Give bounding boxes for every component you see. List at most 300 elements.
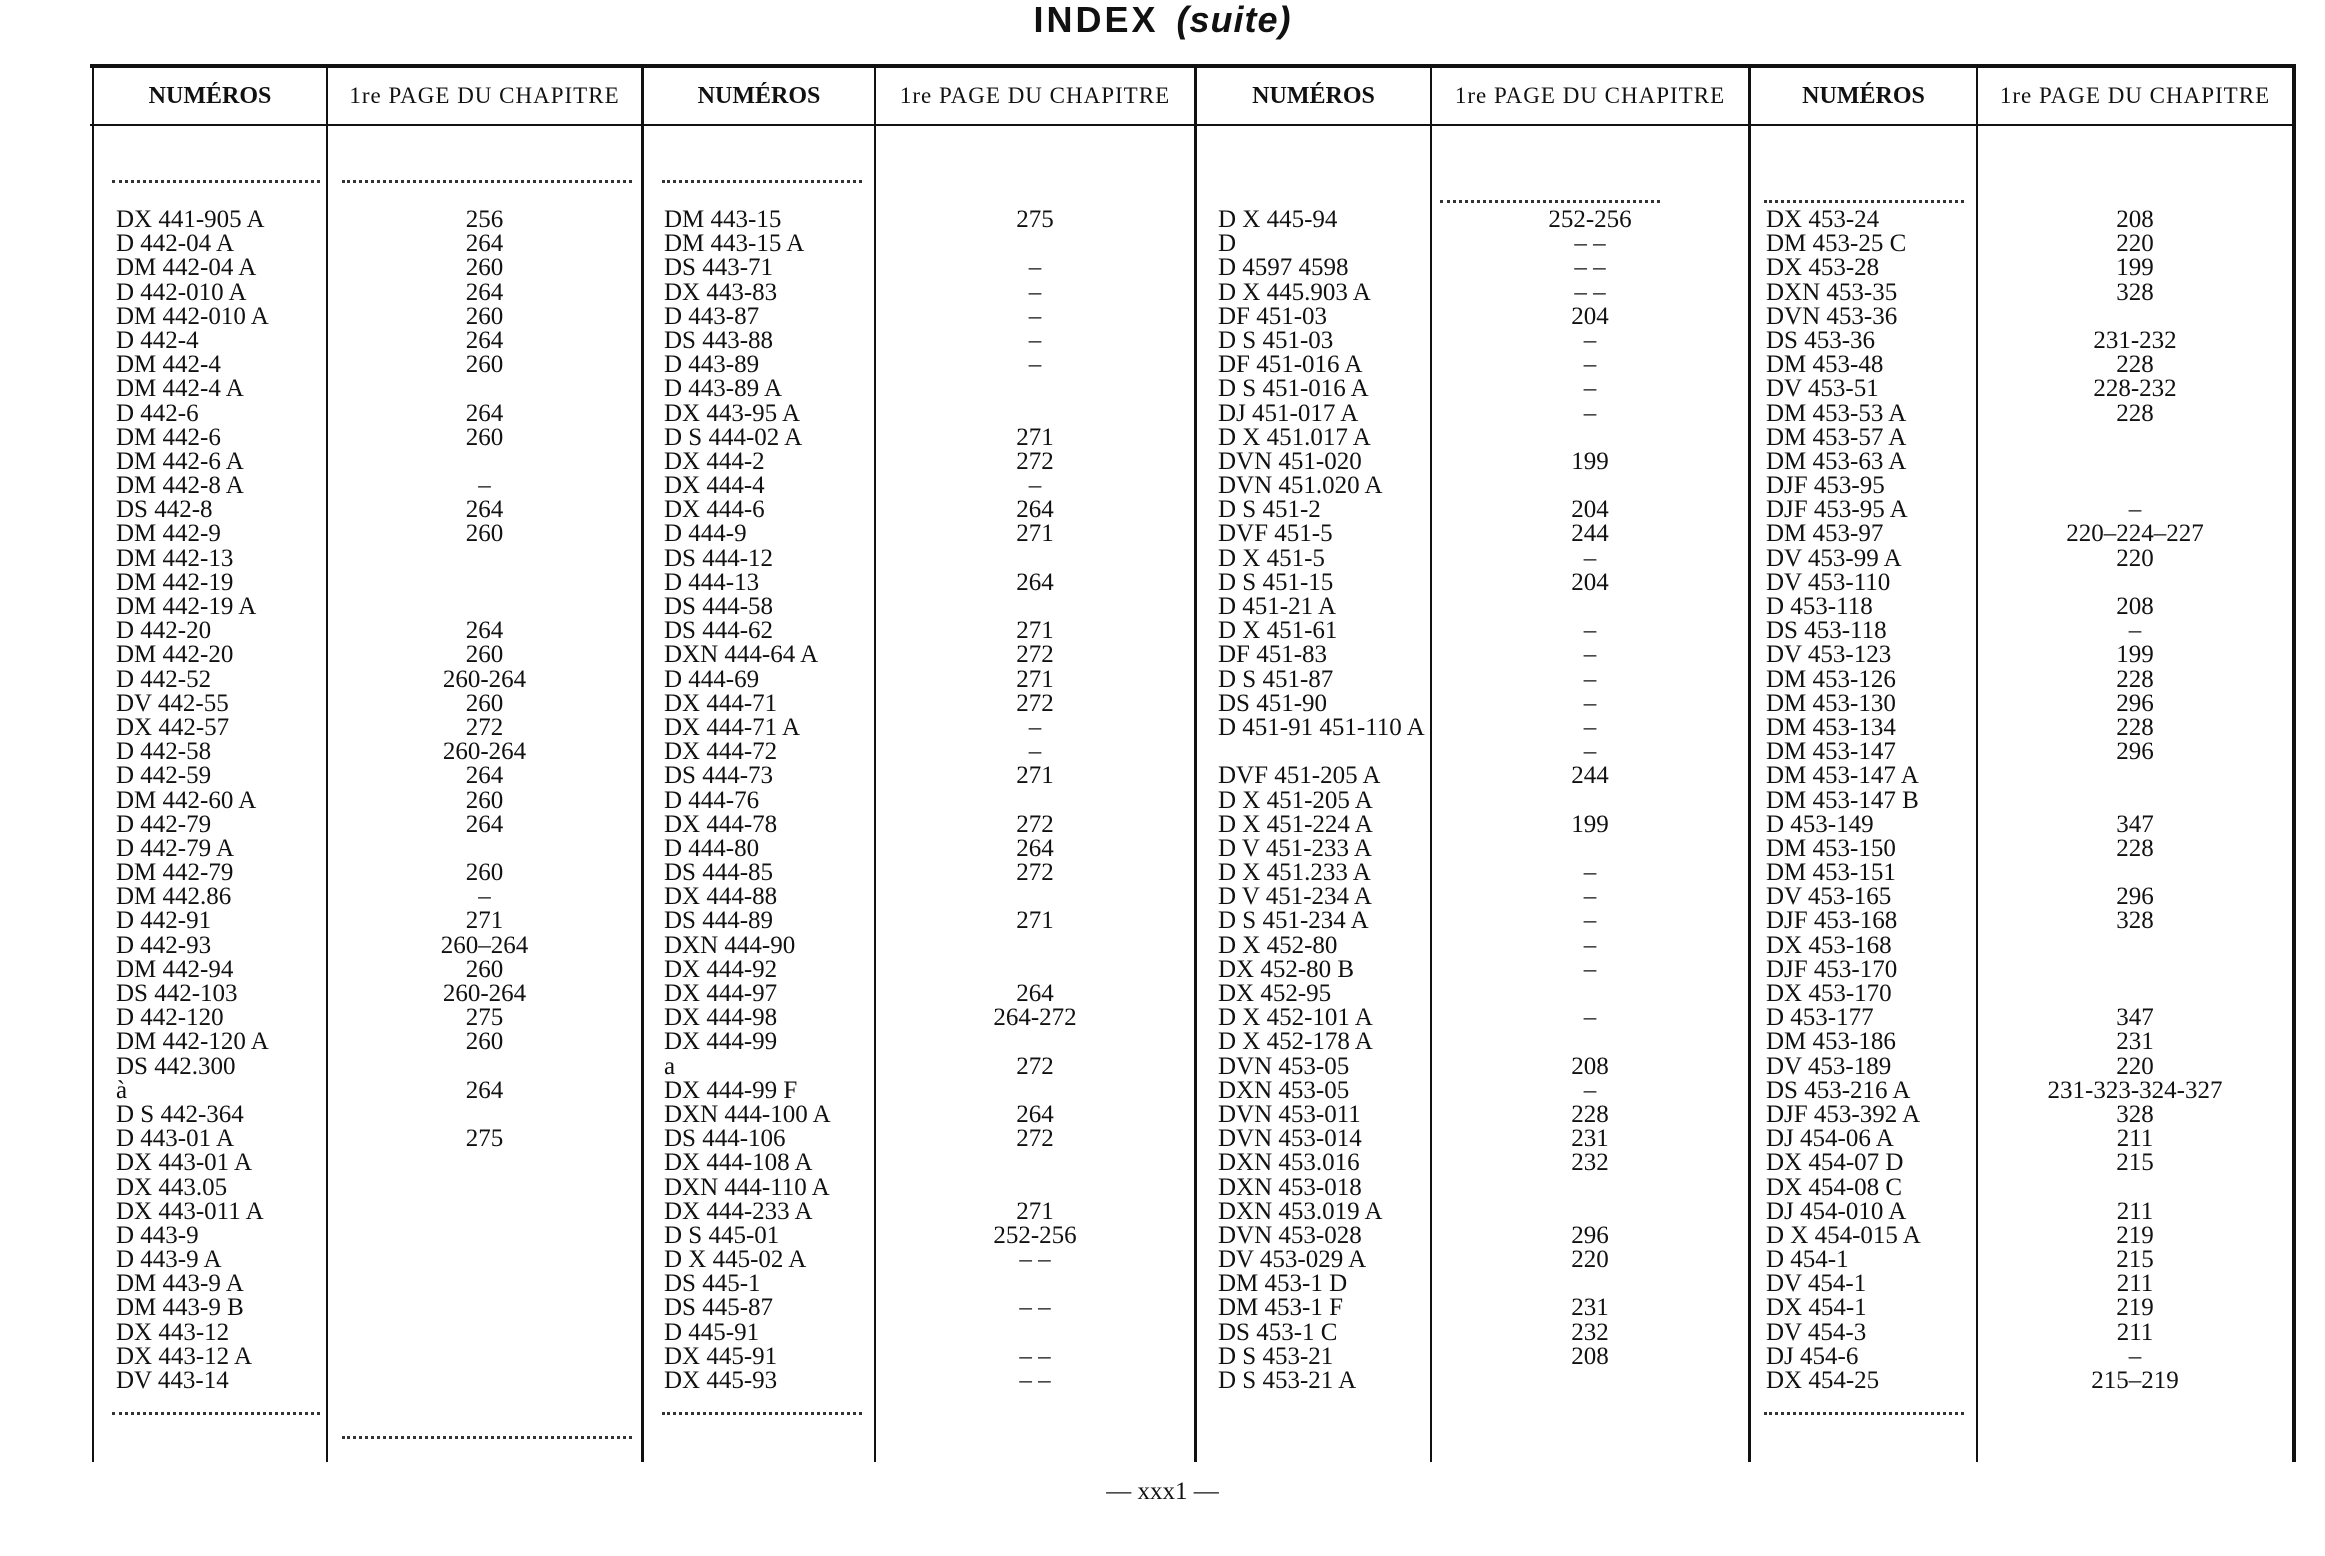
index-entry-number: D 451-91 451-110 A xyxy=(1218,713,1425,741)
index-entry-page: 231-323-324-327 xyxy=(2047,1076,2223,1104)
index-entry-number: DXN 444-100 A xyxy=(664,1100,831,1128)
index-entry-page xyxy=(1978,861,2292,885)
index-entry-page xyxy=(1432,789,1748,813)
index-entry-number: D 453-118 xyxy=(1766,593,1873,620)
index-entry-number: DX 443.05 xyxy=(116,1173,228,1201)
index-entry-page xyxy=(328,1296,641,1320)
index-entry-number: DX 444-78 xyxy=(664,810,778,838)
index-entry-number: DM 442-120 A xyxy=(116,1028,269,1056)
index-entry-number: DX 454-07 D xyxy=(1766,1149,1904,1177)
index-entry-page xyxy=(876,1079,1194,1103)
index-entry-number: D 442-04 A xyxy=(116,230,235,258)
index-entry-number: DF 451-83 xyxy=(1218,641,1328,669)
index-entry-page: – xyxy=(1583,375,1597,403)
index-entry-page: 260 xyxy=(465,351,504,379)
index-entry-page: 264 xyxy=(465,496,504,524)
index-entry-page: – xyxy=(1583,907,1597,935)
index-entry-number: D X 451.233 A xyxy=(1218,859,1371,887)
index-entry-page: 211 xyxy=(2116,1125,2154,1153)
numeros-column xyxy=(1766,208,1974,1393)
index-entry-number: D 442-79 A xyxy=(116,834,235,862)
index-entry-page: 271 xyxy=(1016,617,1054,645)
index-entry-number: DX 453-168 xyxy=(1766,931,1892,959)
index-entry-page: – xyxy=(1028,302,1042,330)
index-entry-page xyxy=(328,1272,641,1296)
index-entry-page: 204 xyxy=(1571,568,1609,596)
index-entry-page: 328 xyxy=(2116,907,2154,935)
index-entry-page: 271 xyxy=(1016,520,1054,548)
index-entry-number: DS 442-103 xyxy=(116,980,238,1007)
index-entry-number: DM 442-010 A xyxy=(116,302,269,330)
index-entry-number: DV 443-14 xyxy=(116,1367,229,1394)
header-numeros: NUMÉROS xyxy=(148,83,272,109)
index-entry-number: D S 451-15 xyxy=(1218,568,1334,596)
index-entry-number: D 442-6 xyxy=(116,399,199,427)
column-divider xyxy=(1194,64,1197,1462)
index-entry-page: 260 xyxy=(465,641,504,669)
index-entry-page: 264 xyxy=(1016,1100,1054,1128)
index-entry-number: DS 444-58 xyxy=(664,593,774,620)
index-entry-page: 272 xyxy=(1016,1125,1054,1153)
index-entry-number: DV 453-99 A xyxy=(1766,544,1902,572)
index-entry-number: D 442-20 xyxy=(116,617,212,645)
index-entry-number: D V 451-233 A xyxy=(1218,834,1372,862)
index-entry-page xyxy=(328,1176,641,1200)
index-entry-page: 296 xyxy=(2116,738,2154,766)
index-entry-number: DX 443-12 A xyxy=(116,1342,253,1370)
index-entry-page xyxy=(1978,958,2292,982)
index-entry-number: D 444-69 xyxy=(664,665,760,693)
header-page: 1re PAGE DU CHAPITRE xyxy=(899,83,1171,108)
index-entry-number: DM 442-9 xyxy=(116,520,221,548)
index-entry-page: 260 xyxy=(465,520,504,548)
index-entry-number: D X 451-61 xyxy=(1218,617,1338,645)
index-entry-number: DX 441-905 A xyxy=(116,206,265,233)
index-entry-page: 260 xyxy=(465,786,504,814)
index-entry-page xyxy=(876,1030,1194,1054)
index-entry-page xyxy=(1978,450,2292,474)
index-entry-number: DJ 454-010 A xyxy=(1766,1197,1907,1225)
index-entry-number: D 444-13 xyxy=(664,568,760,596)
index-entry-number: DX 453-28 xyxy=(1766,254,1880,282)
index-entry-page: – xyxy=(478,883,491,911)
index-entry-page: 215 xyxy=(2116,1246,2154,1274)
index-entry-number: DV 454-3 xyxy=(1766,1318,1867,1346)
index-entry-page: 271 xyxy=(1016,665,1054,693)
index-entry-page: 220 xyxy=(2116,544,2154,572)
index-entry-page: 228 xyxy=(2116,399,2154,427)
index-entry-page: 264 xyxy=(465,810,504,838)
index-entry-page: 264 xyxy=(1016,568,1054,596)
index-entry-page: 228 xyxy=(2116,665,2154,693)
index-entry-page: – xyxy=(2128,496,2142,524)
index-entry-page: – xyxy=(1583,738,1597,766)
index-entry-number: D X 451.017 A xyxy=(1218,423,1371,451)
index-entry-page xyxy=(1978,934,2292,958)
index-entry-number: DS 442-8 xyxy=(116,496,213,524)
index-entry-number: D 454-1 xyxy=(1766,1246,1849,1274)
index-entry-page: 264 xyxy=(465,230,504,258)
index-entry-page: 260-264 xyxy=(442,738,527,766)
index-entry-page: 215 xyxy=(2116,1149,2154,1177)
index-entry-number: DX 454-1 xyxy=(1766,1294,1867,1322)
index-entry-number: DX 453-24 xyxy=(1766,206,1880,233)
index-entry-page xyxy=(328,1369,641,1393)
index-entry-page: 232 xyxy=(1571,1318,1609,1346)
index-entry-number: DXN 444-110 A xyxy=(664,1173,830,1201)
index-entry-page: – xyxy=(1583,859,1597,887)
index-entry-number: DVN 451-020 xyxy=(1218,447,1362,475)
index-entry-number: DM 442-4 xyxy=(116,351,221,379)
index-entry-number: D 442-59 xyxy=(116,762,212,790)
index-entry-page: – – xyxy=(1574,278,1606,306)
index-entry-number: DX 444-99 F xyxy=(664,1076,798,1104)
index-entry-number: D X 451-224 A xyxy=(1218,810,1373,838)
index-entry-page: 260-264 xyxy=(442,980,527,1007)
index-entry-number: DM 442-13 xyxy=(116,544,234,572)
index-entry-number: DM 453-126 xyxy=(1766,665,1896,693)
index-entry-number: D 453-177 xyxy=(1766,1004,1874,1032)
page-column xyxy=(876,208,1194,1393)
index-entry-page xyxy=(1432,474,1748,498)
index-entry-number: D 443-89 A xyxy=(664,375,783,403)
index-entry-number: D 442-93 xyxy=(116,931,212,959)
index-entry-number: D 444-76 xyxy=(664,786,760,814)
index-entry-number: DV 454-1 xyxy=(1766,1270,1867,1298)
index-entry-number: D S 445-01 xyxy=(664,1221,780,1249)
index-entry-page: 272 xyxy=(1016,689,1054,717)
header-page: 1re PAGE DU CHAPITRE xyxy=(1999,83,2271,108)
index-entry-page: – xyxy=(1583,689,1597,717)
index-entry-number: DX 443-95 A xyxy=(664,399,801,427)
index-entry-page: – xyxy=(1583,326,1597,354)
index-entry-number: DM 453-147 A xyxy=(1766,762,1919,790)
index-entry-number: DM 442-79 xyxy=(116,859,234,887)
index-entry-number: DM 453-134 xyxy=(1766,713,1896,741)
index-entry-page: 272 xyxy=(1016,447,1054,475)
index-entry-number: DV 453-110 xyxy=(1766,568,1891,596)
index-entry-number: D 445-91 xyxy=(664,1318,760,1346)
index-entry-number: DJF 453-95 A xyxy=(1766,496,1908,524)
index-entry-page: 219 xyxy=(2116,1221,2154,1249)
leader-dots xyxy=(342,1436,632,1441)
index-entry-page: 272 xyxy=(1016,641,1054,669)
index-entry-number: DX 452-95 xyxy=(1218,980,1332,1007)
page-column xyxy=(328,208,641,1393)
index-entry-page xyxy=(328,547,641,571)
index-entry-page xyxy=(876,789,1194,813)
index-entry-number: DF 451-03 xyxy=(1218,302,1328,330)
index-entry-page xyxy=(876,547,1194,571)
index-entry-page: – xyxy=(1583,713,1597,741)
index-entry-number: D X 454-015 A xyxy=(1766,1221,1921,1249)
index-entry-page xyxy=(328,837,641,861)
index-entry-number: D 444-80 xyxy=(664,834,760,862)
index-entry-number: DJF 453-168 xyxy=(1766,907,1898,935)
index-entry-page: 228-232 xyxy=(2093,375,2177,403)
index-entry-page: 271 xyxy=(1016,907,1054,935)
index-entry-page xyxy=(876,1321,1194,1345)
leader-dots xyxy=(112,1412,320,1417)
index-entry-page xyxy=(1978,789,2292,813)
index-entry-number: DS 443-88 xyxy=(664,326,774,354)
index-entry-page: 264 xyxy=(465,399,504,427)
index-entry-number: D X 445-02 A xyxy=(664,1246,807,1274)
index-entry-page: 296 xyxy=(2116,689,2154,717)
index-entry-page: 252-256 xyxy=(993,1221,1077,1249)
index-entry-page: 228 xyxy=(2116,351,2154,379)
index-entry-number: D 443-01 A xyxy=(116,1125,235,1153)
index-entry-page: 231-232 xyxy=(2093,326,2177,354)
index-entry-number: DF 451-016 A xyxy=(1218,351,1363,379)
index-entry-page: 264 xyxy=(1016,496,1054,524)
index-entry-number: DM 453-1 D xyxy=(1218,1270,1348,1298)
index-entry-number: DX 444-71 A xyxy=(664,713,801,741)
index-entry-page xyxy=(876,1272,1194,1296)
index-entry-number: DX 444-108 A xyxy=(664,1149,813,1177)
index-entry-page: 260 xyxy=(465,859,504,887)
index-entry-page: – xyxy=(1583,544,1597,572)
index-entry-page: 264 xyxy=(465,278,504,306)
index-entry-page: – – xyxy=(1574,254,1606,282)
index-entry-page: 220–224–227 xyxy=(2066,520,2204,548)
index-entry-number: D 444-9 xyxy=(664,520,747,548)
index-entry-page: 208 xyxy=(2116,593,2154,620)
index-entry-number: DM 453-97 xyxy=(1766,520,1884,548)
index-entry-number: DX 444-92 xyxy=(664,955,778,983)
index-entry-number: DXN 453.016 xyxy=(1218,1149,1360,1177)
index-entry-page xyxy=(328,1103,641,1127)
index-entry-number: DX 454-08 C xyxy=(1766,1173,1903,1201)
index-entry-number: DM 442.86 xyxy=(116,883,232,911)
index-entry-number: DS 453-1 C xyxy=(1218,1318,1338,1346)
index-entry-number: DS 444-62 xyxy=(664,617,774,645)
index-entry-number: D 442-4 xyxy=(116,326,199,354)
index-entry-page xyxy=(328,1248,641,1272)
index-entry-page xyxy=(1432,1369,1748,1393)
index-entry-page xyxy=(1432,426,1748,450)
index-entry-number: DXN 453.019 A xyxy=(1218,1197,1383,1225)
index-entry-number: DX 444-6 xyxy=(664,496,765,524)
index-entry-page: – – xyxy=(1019,1342,1051,1370)
index-entry-page: – xyxy=(1583,351,1597,379)
index-entry-number: DS 445-87 xyxy=(664,1294,774,1322)
index-entry-number: a xyxy=(664,1052,676,1080)
index-entry-page: – xyxy=(1583,641,1597,669)
index-entry-number: DM 442-04 A xyxy=(116,254,257,282)
numeros-column xyxy=(1218,208,1428,1393)
index-entry-page: 264-272 xyxy=(993,1004,1077,1032)
index-entry-page xyxy=(1432,1200,1748,1224)
index-entry-page: – – xyxy=(1019,1367,1051,1394)
index-entry-page xyxy=(876,595,1194,619)
title-suffix: (suite) xyxy=(1176,0,1292,40)
index-entry-page: 272 xyxy=(465,713,504,741)
index-entry-page xyxy=(876,377,1194,401)
index-entry-page: 347 xyxy=(2116,810,2154,838)
index-entry-number: DXN 444-64 A xyxy=(664,641,819,669)
index-entry-number: D S 451-016 A xyxy=(1218,375,1369,403)
index-entry-page: 260-264 xyxy=(442,665,527,693)
index-entry-page xyxy=(328,450,641,474)
index-entry-number: D 443-9 A xyxy=(116,1246,222,1274)
index-entry-number: DM 442-6 xyxy=(116,423,221,451)
index-entry-page: 275 xyxy=(465,1125,504,1153)
index-entry-number: DV 453-029 A xyxy=(1218,1246,1367,1274)
index-entry-page: 199 xyxy=(2116,254,2154,282)
index-entry-page xyxy=(328,1055,641,1079)
index-entry-page: – xyxy=(1028,738,1042,766)
index-entry-number: DM 453-147 B xyxy=(1766,786,1919,814)
index-entry-number: DS 453-118 xyxy=(1766,617,1887,645)
index-entry-page: 208 xyxy=(1571,1342,1609,1370)
index-entry-number: D 4597 4598 xyxy=(1218,254,1349,282)
index-entry-number: DS 453-36 xyxy=(1766,326,1876,354)
index-entry-number: DVN 453-36 xyxy=(1766,302,1898,330)
index-entry-page: 260 xyxy=(465,689,504,717)
index-entry-page: 232 xyxy=(1571,1149,1609,1177)
index-entry-number: DX 443-01 A xyxy=(116,1149,253,1177)
index-entry-page: 211 xyxy=(2116,1197,2154,1225)
leader-dots xyxy=(342,180,632,185)
index-entry-number: D S 451-03 xyxy=(1218,326,1334,354)
index-entry-number: DX 444-88 xyxy=(664,883,778,911)
index-entry-number: DJ 454-6 xyxy=(1766,1342,1859,1370)
index-entry-number: D 442-58 xyxy=(116,738,212,766)
index-entry-number: DVN 451.020 A xyxy=(1218,472,1383,500)
index-entry-number: DJF 453-392 A xyxy=(1766,1100,1921,1128)
index-entry-page: 256 xyxy=(465,206,504,233)
index-entry-page: 296 xyxy=(2116,883,2154,911)
header-page: 1re PAGE DU CHAPITRE xyxy=(349,83,620,108)
index-entry-number: DM 442-8 A xyxy=(116,472,244,500)
index-entry-page: – xyxy=(478,472,491,500)
index-entry-page: – – xyxy=(1574,230,1606,258)
index-entry-page: – xyxy=(1583,883,1597,911)
leader-dots xyxy=(112,180,320,185)
index-entry-number: D 442-120 xyxy=(116,1004,224,1032)
index-entry-page xyxy=(1978,982,2292,1006)
index-entry-page xyxy=(876,958,1194,982)
index-entry-number: DX 444-97 xyxy=(664,980,778,1007)
index-entry-page xyxy=(1978,305,2292,329)
title-text: INDEX xyxy=(1033,0,1159,40)
index-entry-number: DS 453-216 A xyxy=(1766,1076,1911,1104)
index-entry-number: D X 451-205 A xyxy=(1218,786,1373,814)
index-entry-page: 244 xyxy=(1571,520,1609,548)
index-entry-number: DS 444-73 xyxy=(664,762,774,790)
index-entry-number: DM 453-48 xyxy=(1766,351,1884,379)
index-entry-number: D 451-21 A xyxy=(1218,593,1337,620)
index-entry-page: – xyxy=(1028,713,1042,741)
index-entry-page xyxy=(328,571,641,595)
index-entry-number: DVN 453-011 xyxy=(1218,1100,1361,1128)
index-entry-number: DM 453-147 xyxy=(1766,738,1896,766)
index-entry-number: DVN 453-028 xyxy=(1218,1221,1362,1249)
index-entry-number: DM 442-20 xyxy=(116,641,234,669)
index-entry-page xyxy=(1432,1030,1748,1054)
index-entry-page: 220 xyxy=(2116,1052,2154,1080)
index-entry-page: 199 xyxy=(1571,447,1609,475)
index-entry-number: DM 453-25 C xyxy=(1766,230,1907,258)
index-entry-number: DS 444-12 xyxy=(664,544,774,572)
index-entry-page: 260 xyxy=(465,254,504,282)
index-entry-page xyxy=(876,232,1194,256)
index-entry-number: DVF 451-5 xyxy=(1218,520,1333,548)
index-entry-page: 244 xyxy=(1571,762,1609,790)
index-entry-number: D 442-010 A xyxy=(116,278,247,306)
index-entry-page: 264 xyxy=(1016,834,1054,862)
index-entry-page: – xyxy=(1583,665,1597,693)
index-entry-page: – xyxy=(2128,617,2142,645)
index-entry-number: DV 453-51 xyxy=(1766,375,1879,403)
index-entry-page xyxy=(876,1151,1194,1175)
index-entry-page: 264 xyxy=(465,762,504,790)
index-entry-page: – – xyxy=(1019,1246,1051,1274)
index-entry-number: DJF 453-170 xyxy=(1766,955,1898,983)
column-divider xyxy=(92,64,94,1462)
index-entry-page: – xyxy=(1583,1004,1597,1032)
index-entry-page xyxy=(1978,426,2292,450)
index-entry-number: DM 442-60 A xyxy=(116,786,257,814)
index-entry-number: DX 444-99 xyxy=(664,1028,778,1056)
index-entry-page xyxy=(1978,764,2292,788)
index-entry-number: DM 443-15 xyxy=(664,206,782,233)
index-entry-number: D S 453-21 A xyxy=(1218,1367,1357,1394)
index-entry-number: D V 451-234 A xyxy=(1218,883,1372,911)
index-entry-number: DS 444-106 xyxy=(664,1125,786,1153)
index-entry-number: DM 442-4 A xyxy=(116,375,244,403)
leader-dots xyxy=(662,180,862,185)
page-title xyxy=(0,0,2325,40)
index-entry-number: DM 443-9 B xyxy=(116,1294,244,1322)
index-entry-page: – xyxy=(1028,278,1042,306)
index-entry-page xyxy=(876,934,1194,958)
index-entry-page: – xyxy=(1028,472,1042,500)
index-entry-page: 220 xyxy=(1571,1246,1609,1274)
index-entry-page xyxy=(328,595,641,619)
index-entry-page: 328 xyxy=(2116,1100,2154,1128)
column-divider xyxy=(2292,64,2296,1462)
index-entry-page: – xyxy=(1028,326,1042,354)
index-entry-page xyxy=(1432,595,1748,619)
index-entry-number: D S 451-234 A xyxy=(1218,907,1369,935)
index-entry-page: – xyxy=(1583,617,1597,645)
index-entry-number: D X 452-178 A xyxy=(1218,1028,1373,1056)
page-column xyxy=(1978,208,2292,1393)
index-entry-page: 231 xyxy=(1571,1125,1609,1153)
index-entry-page: 204 xyxy=(1571,496,1609,524)
index-entry-page: 347 xyxy=(2116,1004,2154,1032)
index-entry-number: DS 445-1 xyxy=(664,1270,761,1298)
index-entry-number: D xyxy=(1218,230,1237,258)
index-entry-page xyxy=(1978,571,2292,595)
index-entry-number: D X 452-101 A xyxy=(1218,1004,1373,1032)
index-entry-number: D X 445.903 A xyxy=(1218,278,1371,306)
index-entry-page: 208 xyxy=(2116,206,2154,233)
index-entry-number: DV 453-165 xyxy=(1766,883,1892,911)
index-entry-number: DX 444-4 xyxy=(664,472,765,500)
index-entry-number: DX 442-57 xyxy=(116,713,230,741)
index-entry-number: DM 442-19 xyxy=(116,568,234,596)
index-entry-number: D 443-89 xyxy=(664,351,760,379)
index-entry-page: 208 xyxy=(1571,1052,1609,1080)
index-entry-number: D 453-149 xyxy=(1766,810,1874,838)
index-entry-number xyxy=(1218,740,1428,764)
header-page: 1re PAGE DU CHAPITRE xyxy=(1454,83,1726,108)
index-entry-number: DXN 444-90 xyxy=(664,931,796,959)
index-entry-page: – – xyxy=(1019,1294,1051,1322)
